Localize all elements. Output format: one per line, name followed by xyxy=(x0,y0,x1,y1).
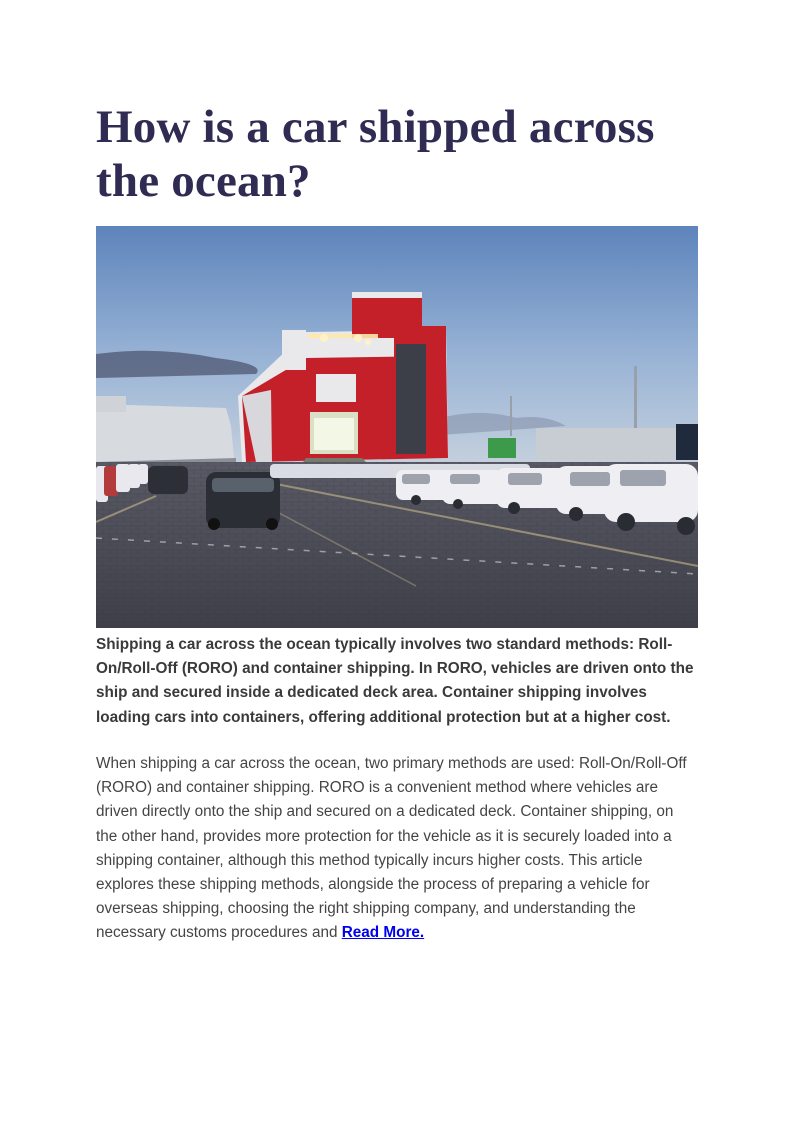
article xyxy=(96,96,698,208)
read-more-link[interactable]: Read More. xyxy=(341,924,425,942)
article-title: How is a car shipped across the ocean? xyxy=(96,101,655,207)
article-summary: Shipping a car across the ocean typically involves two standard methods: Roll-On/Roll-Off (RORO) and container shipping. In RORO, vehicles are driven onto the ship and secured inside a dedicated deck area. Container shipping involves loading cars into containers, offering additional protection but at a higher cost. xyxy=(96,636,694,726)
article-body-text: When shipping a car across the ocean, two primary methods are used: Roll-On/Roll-Off (RORO) and container shipping. RORO is a convenient method where vehicles are driven directly onto the ship and secured on a dedicated deck. Container shipping, on the other hand, provides more protection for the vehicle as it is securely loaded into a shipping container, although this method typically incurs higher costs. This article explores these shipping methods, alongside the process of preparing a vehicle for overseas shipping, choosing the right shipping company, and understanding the necessary customs procedures and xyxy=(96,755,687,942)
ro-ro-ship-photo xyxy=(96,226,698,628)
article-body xyxy=(96,752,698,946)
